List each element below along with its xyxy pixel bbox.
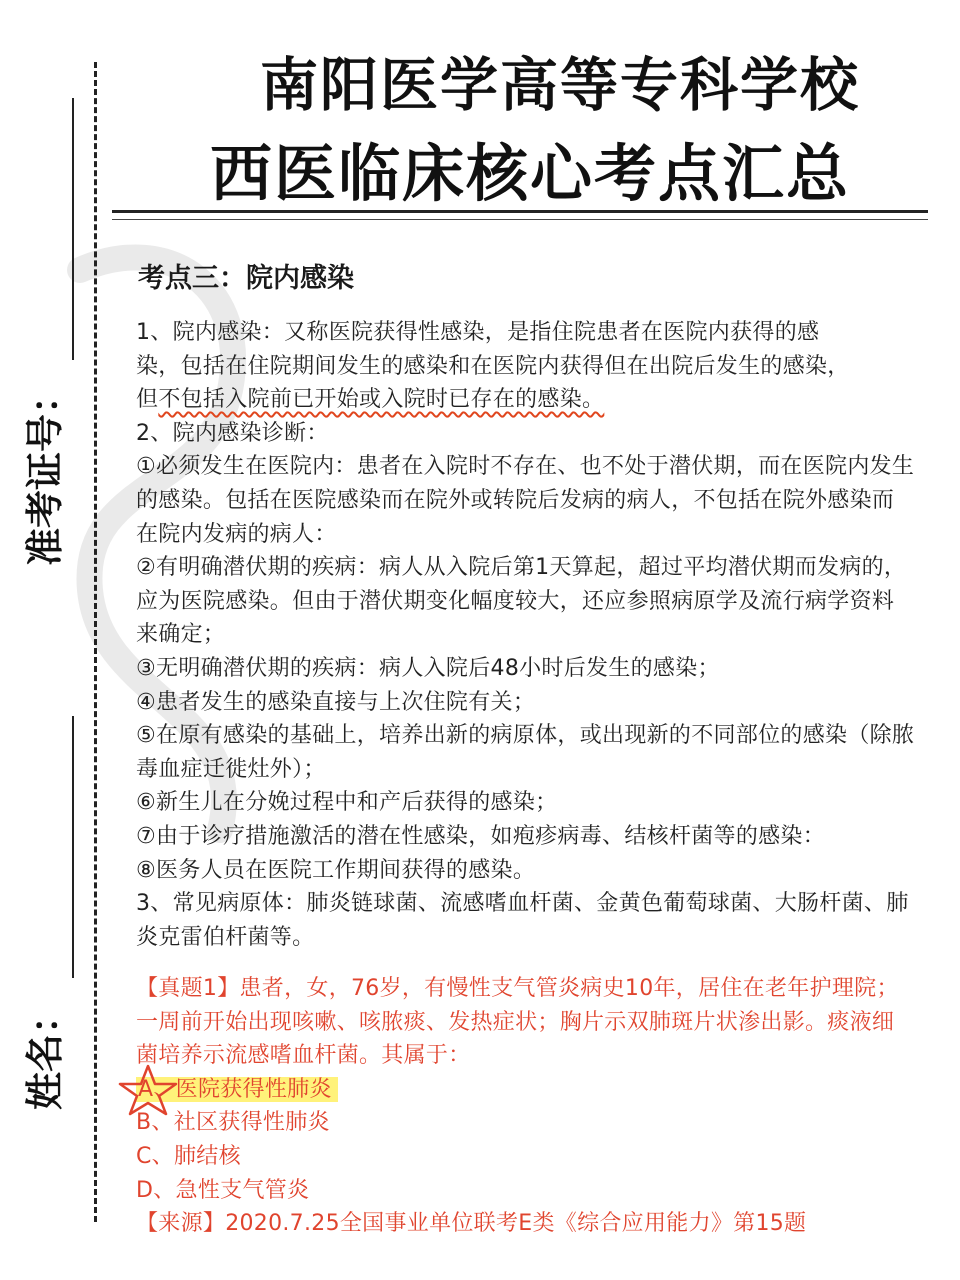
point1-line3 <box>136 383 916 417</box>
option-d <box>136 1174 916 1208</box>
diagnosis-item-7: ⑦由于诊疗措施激活的潜在性感染，如疱疹病毒、结核杆菌等的感染： <box>136 823 826 849</box>
document-title: 西医临床核心考点汇总 <box>209 137 850 210</box>
point1-line3-prefix: 但 <box>136 387 159 413</box>
point1-line2: 染，包括在住院期间发生的感染和在医院内获得但在出院后发生的感染， <box>136 353 850 379</box>
binding-dashed-line <box>94 62 97 1222</box>
content-body <box>136 316 916 954</box>
option-c <box>136 1140 916 1174</box>
section-heading: 考点三：院内感染 <box>138 263 354 294</box>
point3: 3、常见病原体：肺炎链球菌、流感嗜血杆菌、金黄色葡萄球菌、大肠杆菌、肺炎克雷伯杆菌等。 <box>136 891 909 950</box>
option-a-text: 、医院获得性肺炎 <box>153 1076 332 1102</box>
point1-marked-text: 不包括入院前已开始或入院时已存在的感染。 <box>158 387 605 413</box>
diagnosis-item-1: ①必须发生在医院内：患者在入院时不存在、也不处于潜伏期，而在医院内发生的感染。包括在医院感染而在院外或转院后发病的病人，不包括在院外感染而在院内发病的病人： <box>136 454 915 547</box>
option-d-letter: D <box>136 1177 154 1203</box>
name-label: 姓名： <box>23 995 67 1110</box>
diagnosis-item-8: ⑧医务人员在医院工作期间获得的感染。 <box>136 857 536 883</box>
option-c-text: 、肺结核 <box>151 1143 241 1169</box>
point2-title: 2、院内感染诊断： <box>136 420 329 446</box>
option-b-letter: B <box>136 1110 152 1136</box>
question-source: 【来源】2020.7.25全国事业单位联考E类《综合应用能力》第15题 <box>136 1211 807 1237</box>
diagnosis-item-3: ③无明确潜伏期的疾病：病人入院后48小时后发生的感染； <box>136 655 720 681</box>
diagnosis-item-2: ②有明确潜伏期的疾病：病人从入院后第1天算起，超过平均潜伏期而发病的，应为医院感染。但由于潜伏期变化幅度较大，还应参照病原学及流行病学资料来确定； <box>136 555 907 648</box>
exam-question <box>136 972 916 1241</box>
exam-id-label: 准考证号： <box>23 375 67 566</box>
point1-line1: 1、院内感染：又称医院获得性感染，是指住院患者在医院内获得的感 <box>136 320 820 345</box>
option-c-letter: C <box>136 1143 152 1169</box>
diagnosis-item-6: ⑥新生儿在分娩过程中和产后获得的感染； <box>136 790 558 816</box>
exam-id-write-line <box>72 98 74 360</box>
question-stem: 【真题1】患者，女，76岁，有慢性支气管炎病史10年，居住在老年护理院；一周前开始出现咳嗽、咳脓痰、发热症状；胸片示双肺斑片状渗出影。痰液细菌培养示流感嗜血杆菌。其属于： <box>136 976 899 1069</box>
diagnosis-item-5: ⑤在原有感染的基础上，培养出新的病原体，或出现新的不同部位的感染（除脓毒血症迁徙灶外）； <box>136 723 915 782</box>
option-a-letter: A <box>138 1076 154 1102</box>
option-b <box>136 1106 916 1140</box>
option-b-text: 、社区获得性肺炎 <box>151 1110 330 1136</box>
school-title: 南阳医学高等专科学校 <box>259 51 860 119</box>
name-write-line <box>72 716 74 978</box>
option-d-text: 、急性支气管炎 <box>153 1177 310 1203</box>
option-a <box>136 1073 916 1107</box>
title-divider <box>112 210 928 220</box>
diagnosis-item-4: ④患者发生的感染直接与上次住院有关； <box>136 689 536 715</box>
